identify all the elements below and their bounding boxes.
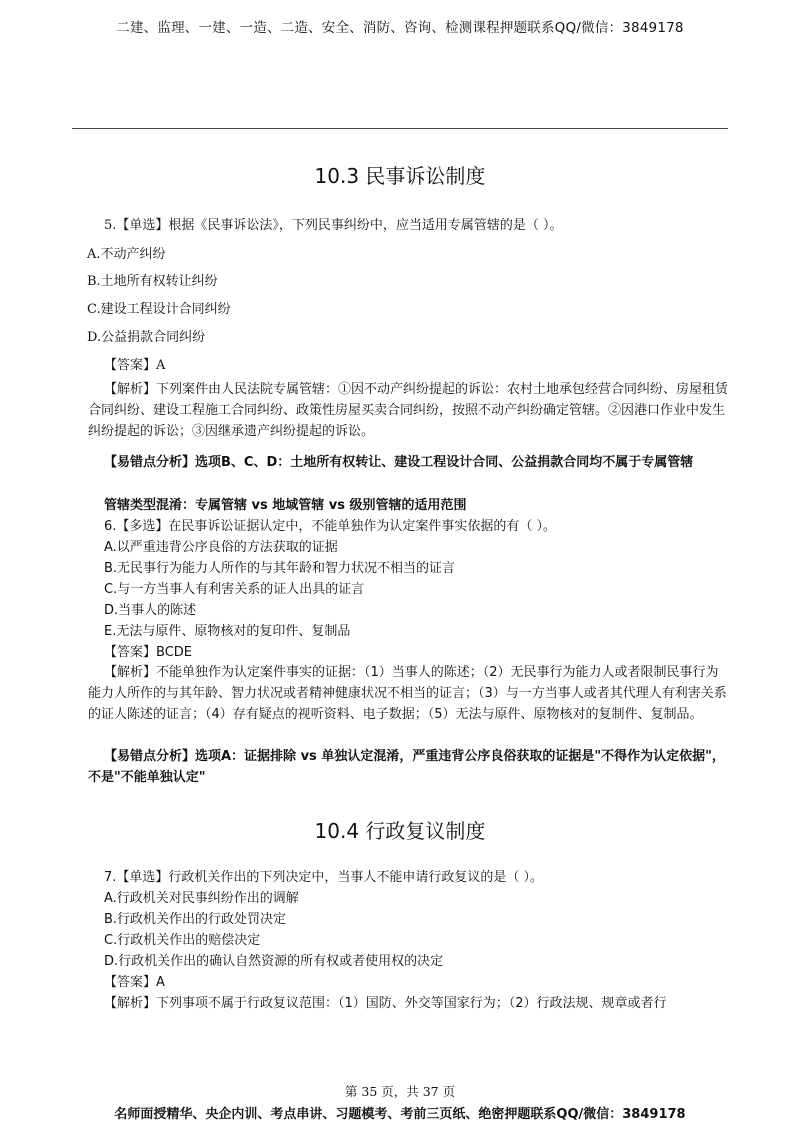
q6-option-c: C.与一方当事人有利害关系的证人出具的证言 [104, 582, 365, 597]
q6-error-point: 【易错点分析】选项A：证据排除 vs 单独认定混淆，严重违背公序良俗获取的证据是"不得作为认定依据"，不是"不能单独认定" [88, 749, 725, 785]
q5-answer: 【答案】A [104, 358, 166, 373]
q6-answer: 【答案】BCDE [104, 645, 192, 660]
q7-analysis: 【解析】下列事项不属于行政复议范围：（1）国防、外交等国家行为；（2）行政法规、规章或者行 [104, 996, 667, 1011]
q7-answer: 【答案】A [104, 975, 165, 990]
q5-analysis: 【解析】下列案件由人民法院专属管辖：①因不动产纠纷提起的诉讼：农村土地承包经营合同纠纷、房屋租赁合同纠纷、建设工程施工合同纠纷、政策性房屋买卖合同纠纷，按照不动产纠纷确定管辖。②因港口作业中发生纠纷提起的诉讼；③因继承遗产纠纷提起的诉讼。 [88, 382, 729, 439]
q6-option-d: D.当事人的陈述 [104, 603, 197, 618]
q7-stem: 7.【单选】行政机关作出的下列决定中，当事人不能申请行政复议的是（ ）。 [104, 870, 544, 885]
header-divider [72, 128, 728, 129]
q5-option-c: C.建设工程设计合同纠纷 [87, 302, 231, 317]
q6-option-b: B.无民事行为能力人所作的与其年龄和智力状况不相当的证言 [104, 561, 456, 576]
q6-option-e: E.无法与原件、原物核对的复印件、复制品 [104, 624, 351, 639]
section-title-10-3: 10.3 民事诉讼制度 [314, 164, 486, 188]
q5-option-b: B.土地所有权转让纠纷 [87, 274, 218, 289]
q7-option-b: B.行政机关作出的行政处罚决定 [104, 912, 287, 927]
q5-error-point: 【易错点分析】选项B、C、D：土地所有权转让、建设工程设计合同、公益捐款合同均不属于专属管辖 [104, 455, 694, 470]
q6-analysis: 【解析】不能单独作为认定案件事实的证据：（1）当事人的陈述；（2）无民事行为能力人或者限制民事行为能力人所作的与其年龄、智力状况或者精神健康状况不相当的证言；（3）与一方当事人或者其代理人有利害关系的证人陈述的证言；（4）存有疑点的视听资料、电子数据；（5）无法与原件、原物核对的复制件、复制品。 [88, 665, 727, 722]
page-footer-text: 名师面授精华、央企内训、考点串讲、习题模考、考前三页纸、绝密押题联系QQ/微信：3849178 [114, 1107, 686, 1122]
q7-option-c: C.行政机关作出的赔偿决定 [104, 933, 261, 948]
page-number: 第 35 页，共 37 页 [344, 1084, 456, 1099]
q5-option-a: A.不动产纠纷 [87, 247, 166, 262]
q5-option-d: D.公益捐款合同纠纷 [87, 330, 206, 345]
q7-option-a: A.行政机关对民事纠纷作出的调解 [104, 891, 299, 906]
q5-error-point-2: 管辖类型混淆：专属管辖 vs 地域管辖 vs 级别管辖的适用范围 [104, 498, 467, 513]
q5-stem: 5.【单选】根据《民事诉讼法》，下列民事纠纷中，应当适用专属管辖的是（ ）。 [104, 218, 563, 233]
q6-stem: 6.【多选】在民事诉讼证据认定中，不能单独作为认定案件事实依据的有（ ）。 [104, 519, 557, 534]
section-title-10-4: 10.4 行政复议制度 [314, 819, 486, 843]
q7-option-d: D.行政机关作出的确认自然资源的所有权或者使用权的决定 [104, 954, 444, 969]
page-header-text: 二建、监理、一建、一造、二造、安全、消防、咨询、检测课程押题联系QQ/微信：3849178 [116, 20, 684, 36]
q6-option-a: A.以严重违背公序良俗的方法获取的证据 [104, 540, 338, 555]
